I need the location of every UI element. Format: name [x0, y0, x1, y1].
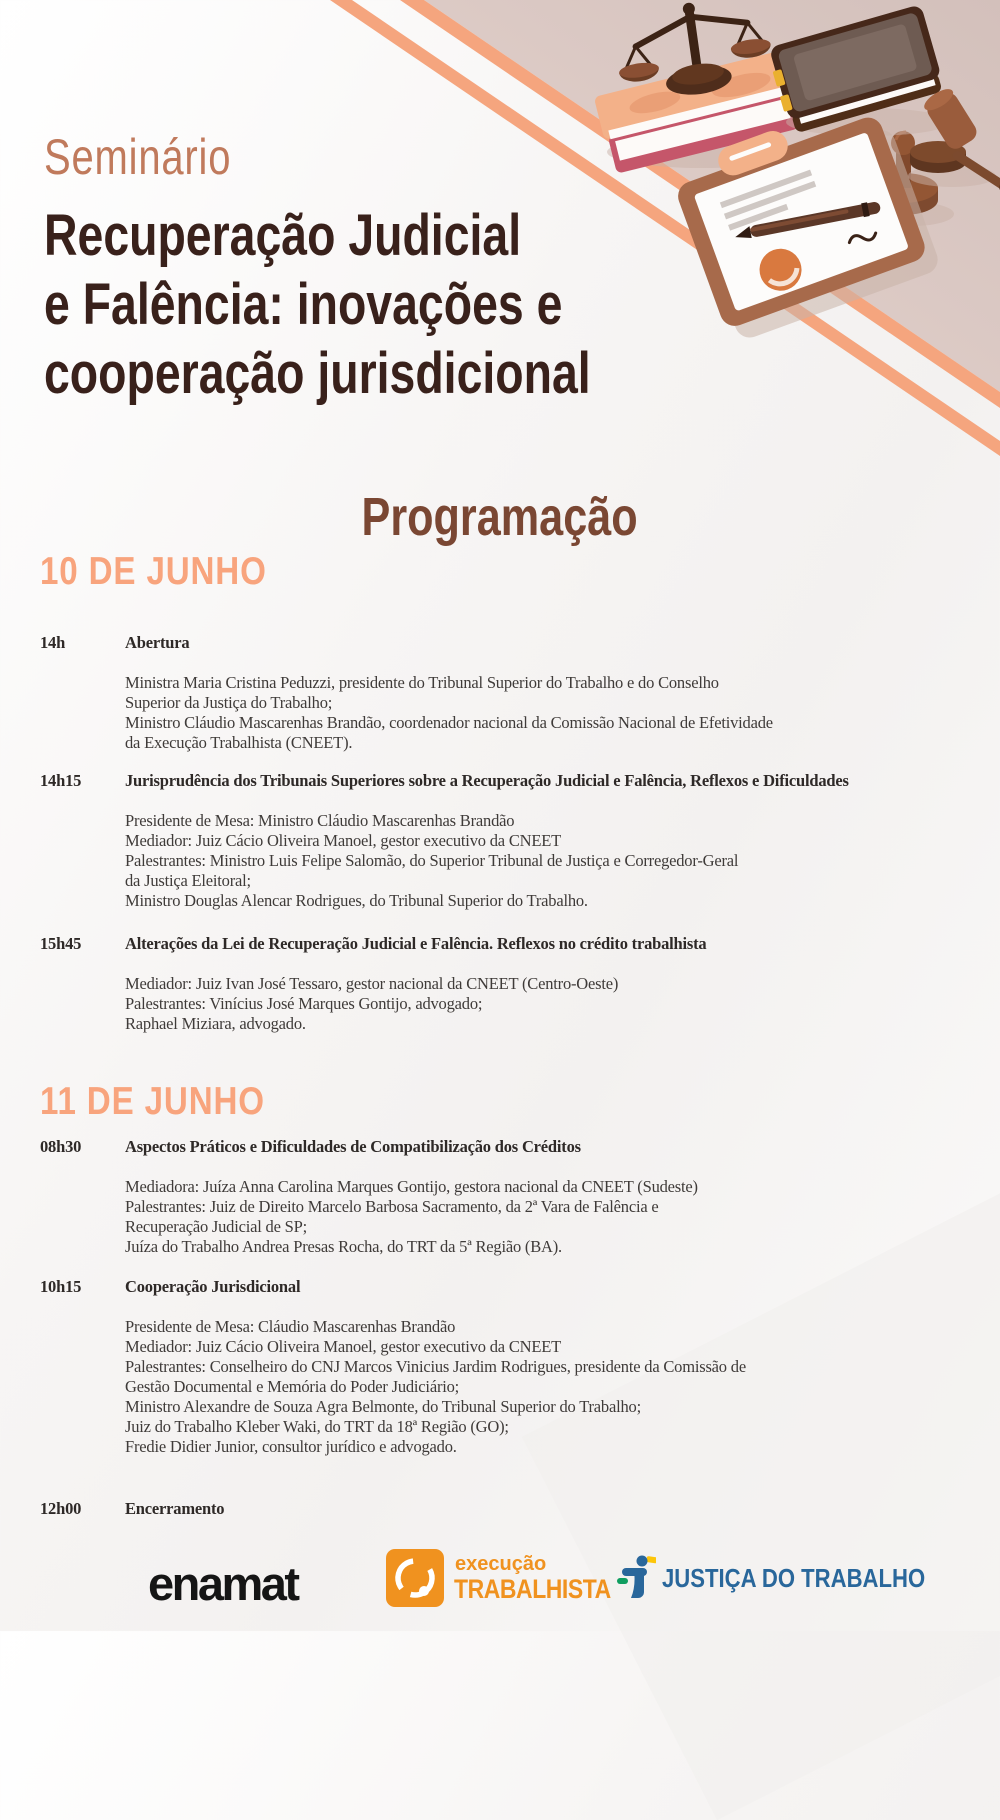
day-heading-2	[40, 1080, 305, 1124]
execucao-trabalhista-logo	[386, 1549, 638, 1607]
session-title: Jurisprudência dos Tribunais Superiores sobre a Recuperação Judicial e Falência, Reflexos e Dificuldades	[125, 771, 849, 790]
session-lines	[125, 810, 970, 910]
session-time: 08h30	[40, 1137, 82, 1156]
session-row	[40, 1136, 970, 1256]
enamat-logo	[148, 1556, 298, 1611]
title-line-3: cooperação jurisdicional	[44, 341, 591, 406]
session-time: 12h00	[40, 1499, 82, 1518]
session-row	[40, 933, 970, 1033]
session-title: Alterações da Lei de Recuperação Judicial e Falência. Reflexos no crédito trabalhista	[125, 934, 707, 953]
session-line: Palestrantes: Juiz de Direito Marcelo Barbosa Sacramento, da 2ª Vara de Falência e	[125, 1197, 659, 1216]
session-title: Encerramento	[125, 1499, 225, 1518]
session-line: Gestão Documental e Memória do Poder Judiciário;	[125, 1377, 460, 1396]
session-title: Aspectos Práticos e Dificuldades de Compatibilização dos Créditos	[125, 1137, 581, 1156]
kicker	[44, 128, 278, 186]
session-line: Palestrantes: Conselheiro do CNJ Marcos Vinicius Jardim Rodrigues, presidente da Comissão de	[125, 1357, 746, 1376]
session-line: da Execução Trabalhista (CNEET).	[125, 733, 353, 752]
session-time: 14h	[40, 633, 66, 652]
session-title: Cooperação Jurisdicional	[125, 1277, 301, 1296]
session-line: Mediadora: Juíza Anna Carolina Marques Gontijo, gestora nacional da CNEET (Sudeste)	[125, 1177, 698, 1196]
session-line: Mediador: Juiz Cácio Oliveira Manoel, gestor executivo da CNEET	[125, 1337, 561, 1356]
session-line: Palestrantes: Ministro Luis Felipe Salomão, do Superior Tribunal de Justiça e Corregedor-Geral	[125, 851, 739, 870]
justica-do-trabalho-text: JUSTIÇA DO TRABALHO	[662, 1562, 926, 1593]
day-heading-1	[40, 550, 307, 594]
session-time: 14h15	[40, 771, 82, 790]
session-time: 10h15	[40, 1277, 82, 1296]
session-row	[40, 632, 970, 752]
session-title: Abertura	[125, 633, 190, 652]
session-lines	[125, 1316, 970, 1456]
session-line: Presidente de Mesa: Ministro Cláudio Mascarenhas Brandão	[125, 811, 515, 830]
justica-do-trabalho-icon	[616, 1552, 656, 1604]
enamat-logo-text: enamat	[148, 1557, 298, 1610]
justica-do-trabalho-logo	[616, 1552, 972, 1604]
session-line: Palestrantes: Vinícius José Marques Gontijo, advogado;	[125, 994, 483, 1013]
day-heading-2-text: 11 DE JUNHO	[40, 1080, 265, 1123]
session-time: 15h45	[40, 934, 82, 953]
session-line: Ministro Cláudio Mascarenhas Brandão, coordenador nacional da Comissão Nacional de Efetividade	[125, 713, 773, 732]
session-row	[40, 770, 970, 910]
session-row	[40, 1276, 970, 1456]
session-lines	[125, 672, 970, 752]
session-line: Fredie Didier Junior, consultor jurídico e advogado.	[125, 1437, 457, 1456]
page-title	[44, 201, 727, 408]
session-line: Presidente de Mesa: Cláudio Mascarenhas Brandão	[125, 1317, 456, 1336]
session-line: Ministra Maria Cristina Peduzzi, presidente do Tribunal Superior do Trabalho e do Conselho	[125, 673, 719, 692]
session-line: Ministro Douglas Alencar Rodrigues, do Tribunal Superior do Trabalho.	[125, 891, 588, 910]
session-line: Juíza do Trabalho Andrea Presas Rocha, do TRT da 5ª Região (BA).	[125, 1237, 562, 1256]
session-lines	[125, 1176, 970, 1256]
title-line-1: Recuperação Judicial	[44, 203, 522, 268]
session-line: da Justiça Eleitoral;	[125, 871, 251, 890]
execucao-trabalhista-icon	[386, 1549, 444, 1607]
execucao-line2: TRABALHISTA	[454, 1573, 611, 1604]
session-line: Superior da Justiça do Trabalho;	[125, 693, 333, 712]
session-line: Recuperação Judicial de SP;	[125, 1217, 307, 1236]
section-title-wrap	[0, 486, 1000, 548]
session-line: Mediador: Juiz Cácio Oliveira Manoel, gestor executivo da CNEET	[125, 831, 561, 850]
session-line: Mediador: Juiz Ivan José Tessaro, gestor nacional da CNEET (Centro-Oeste)	[125, 974, 619, 993]
session-line: Raphael Miziara, advogado.	[125, 1014, 306, 1033]
session-lines	[125, 973, 970, 1033]
execucao-line1: execução	[455, 1552, 547, 1575]
kicker-text: Seminário	[44, 129, 232, 185]
day-heading-1-text: 10 DE JUNHO	[40, 550, 267, 593]
section-title: Programação	[361, 487, 639, 547]
execucao-trabalhista-text	[454, 1554, 638, 1603]
session-line: Ministro Alexandre de Souza Agra Belmonte, do Tribunal Superior do Trabalho;	[125, 1397, 641, 1416]
session-line: Juiz do Trabalho Kleber Waki, do TRT da 18ª Região (GO);	[125, 1417, 509, 1436]
session-row	[40, 1498, 970, 1519]
title-line-2: e Falência: inovações e	[44, 272, 563, 337]
